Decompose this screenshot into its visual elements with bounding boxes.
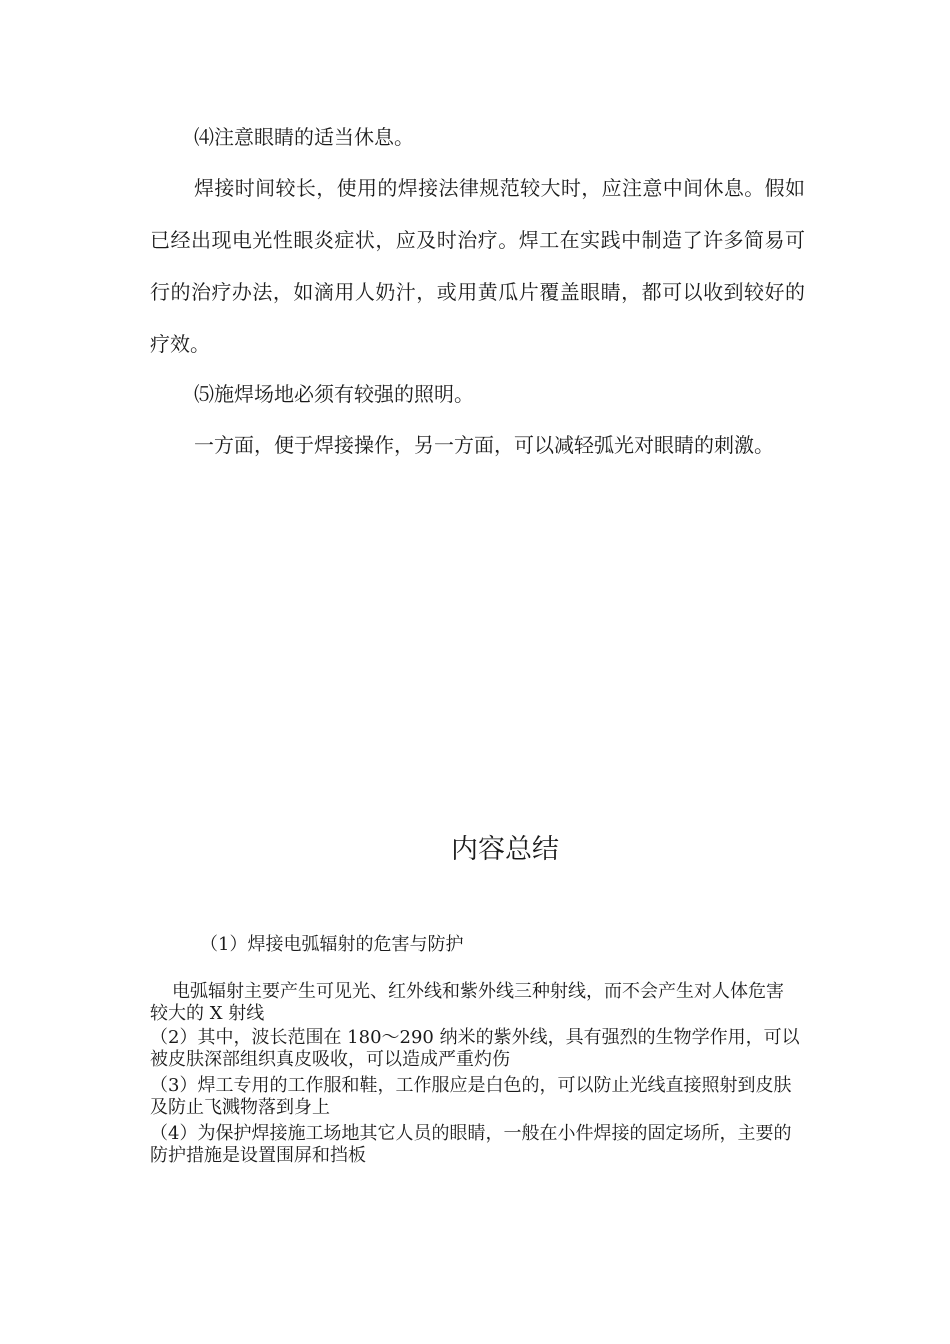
item-5-paragraph: 一方面，便于焊接操作，另一方面，可以减轻弧光对眼睛的刺激。 — [194, 433, 774, 457]
summary-paragraph-1: 电弧辐射主要产生可见光、红外线和紫外线三种射线，而不会产生对人体危害较大的 X 射线 — [150, 981, 784, 1024]
item-4-heading: ⑷注意眼睛的适当休息。 — [194, 125, 414, 149]
summary-title: 内容总结 — [451, 834, 559, 865]
summary-paragraph-4: （4）为保护焊接施工场地其它人员的眼睛，一般在小件焊接的固定场所，主要的防护措施是设置围屏和挡板 — [150, 1123, 792, 1166]
summary-paragraph-2: （2）其中，波长范围在 180～290 纳米的紫外线，具有强烈的生物学作用，可以被皮肤深部组织真皮吸收，可以造成严重灼伤 — [150, 1027, 800, 1070]
item-4-paragraph: 焊接时间较长，使用的焊接法律规范较大时，应注意中间休息。假如已经出现电光性眼炎症状，应及时治疗。焊工在实践中制造了许多简易可行的治疗办法，如滴用人奶汁，或用黄瓜片覆盖眼睛，都可以收到较好的疗效。 — [150, 176, 805, 356]
summary-paragraph-3: （3）焊工专用的工作服和鞋，工作服应是白色的，可以防止光线直接照射到皮肤及防止飞溅物落到身上 — [150, 1075, 792, 1118]
summary-heading: （1）焊接电弧辐射的危害与防护 — [200, 934, 464, 955]
item-5-heading: ⑸施焊场地必须有较强的照明。 — [194, 382, 474, 406]
